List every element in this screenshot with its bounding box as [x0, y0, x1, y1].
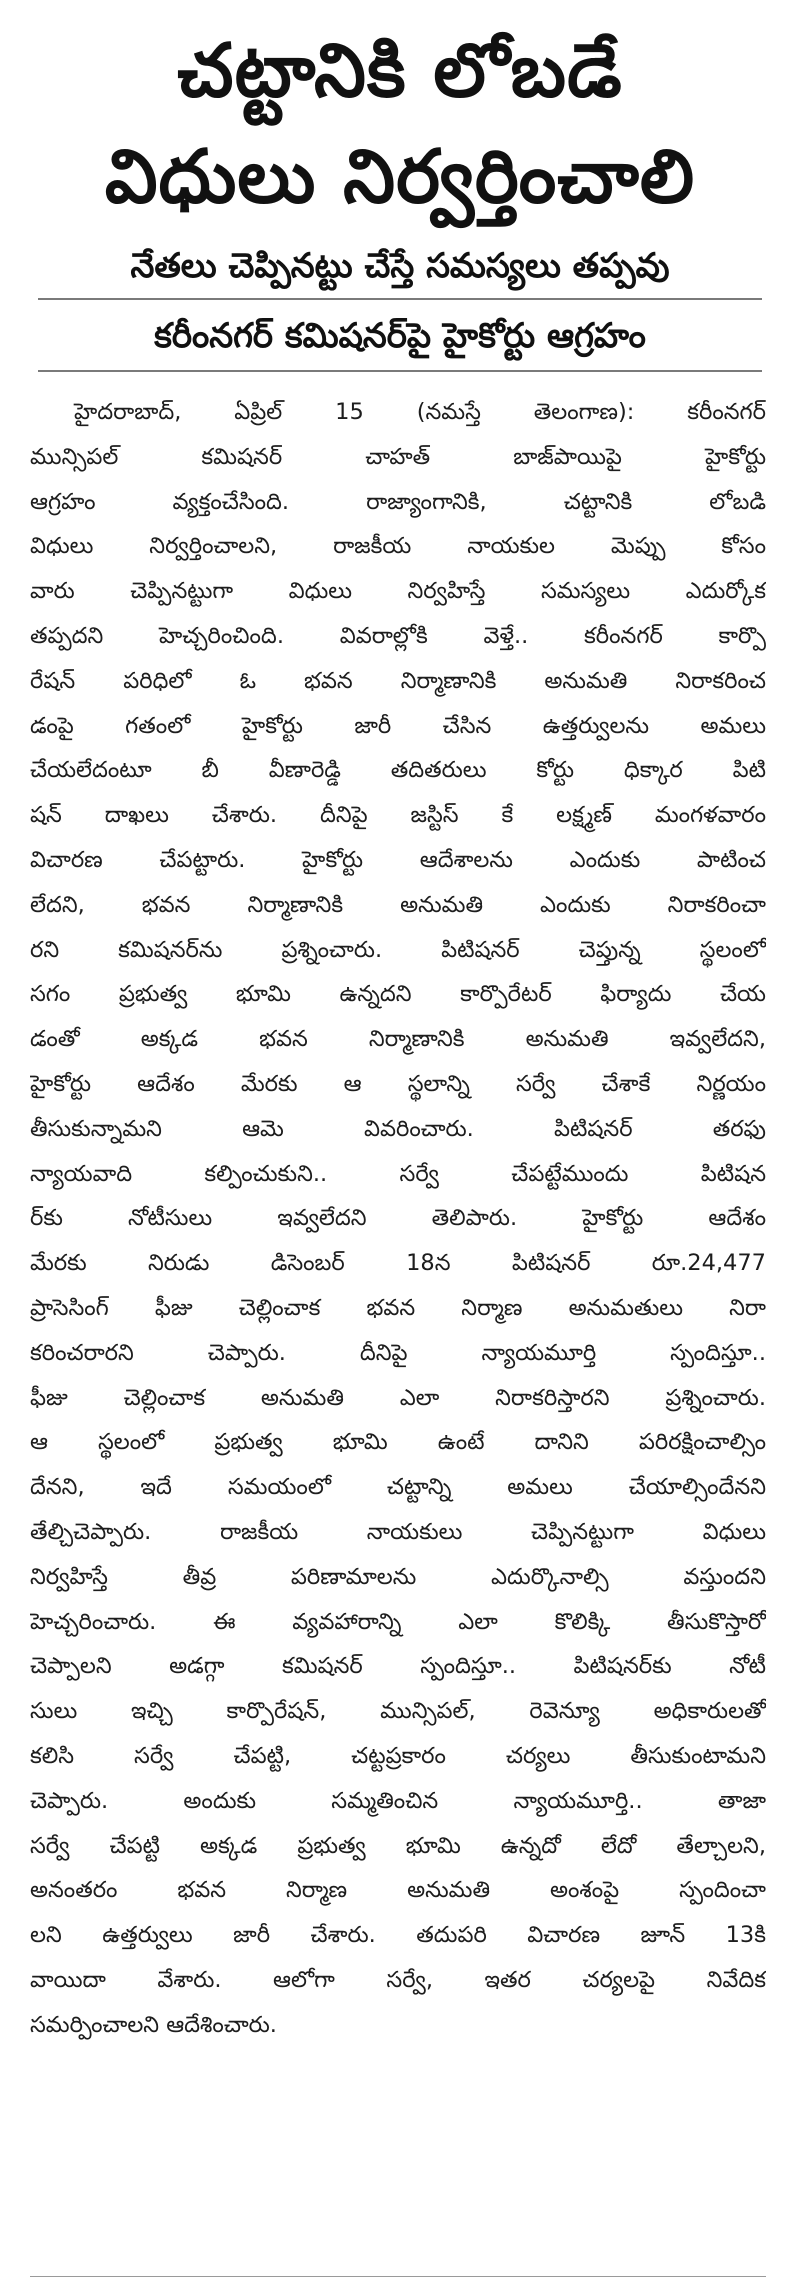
article-body — [30, 390, 766, 2047]
article-body-line: డంతో అక్కడ భవన నిర్మాణానికి అనుమతి ఇవ్వలేదని, — [30, 1026, 766, 1053]
article-body-line: తేల్చిచెప్పారు. రాజకీయ నాయకులు చెప్పినట్టుగా విధులు — [30, 1518, 766, 1545]
article-body-line: ఫీజు చెల్లించాక అనుమతి ఎలా నిరాకరిస్తారని ప్రశ్నించారు. — [30, 1384, 766, 1411]
article-body-line: ఆ స్థలంలో ప్రభుత్వ భూమి ఉంటే దానిని పరిరక్షించాల్సిం — [30, 1429, 766, 1456]
article-body-line: సులు ఇచ్చి కార్పొరేషన్, మున్సిపల్, రెవెన్యూ అధికారులతో — [30, 1698, 766, 1725]
subheadings — [0, 242, 800, 372]
article-body-line: రని కమిషనర్‌ను ప్రశ్నించారు. పిటిషనర్ చెప్తున్న స్థలంలో — [30, 936, 766, 963]
subheading-2: కరీంనగర్ కమిషనర్‌పై హైకోర్టు ఆగ్రహం — [38, 300, 762, 372]
article-body-line: వాయిదా వేశారు. ఆలోగా సర్వే, ఇతర చర్యలపై నివేదిక — [30, 1966, 766, 1993]
article-body-line: రేషన్ పరిధిలో ఓ భవన నిర్మాణానికి అనుమతి నిరాకరించ — [30, 667, 766, 694]
article-body-line: వారు చెప్పినట్టుగా విధులు నిర్వహిస్తే సమస్యలు ఎదుర్కోక — [30, 578, 766, 605]
bottom-divider — [30, 2276, 766, 2277]
article-body-line: అనంతరం భవన నిర్మాణ అనుమతి అంశంపై స్పందించా — [30, 1877, 766, 1904]
article-body-line: చెప్పాలని అడగ్గా కమిషనర్ స్పందిస్తూ.. పిటిషనర్‌కు నోటీ — [30, 1653, 766, 1680]
article-body-line: మున్సిపల్ కమిషనర్ చాహత్ బాజ్‌పాయిపై హైకోర్టు — [30, 443, 766, 470]
article-body-line: తీసుకున్నామని ఆమె వివరించారు. పిటిషనర్ తరఫు — [30, 1115, 766, 1142]
article-body-line: మేరకు నిరుడు డిసెంబర్ 18న పిటిషనర్ రూ.24,477 — [30, 1250, 766, 1277]
article-body-line: లని ఉత్తర్వులు జారీ చేశారు. తదుపరి విచారణ జూన్ 13కి — [30, 1922, 766, 1949]
article-body-line: నిర్వహిస్తే తీవ్ర పరిణామాలను ఎదుర్కొనాల్సి వస్తుందని — [30, 1563, 766, 1590]
article-body-line: హైదరాబాద్, ఏప్రిల్ 15 (నమస్తే తెలంగాణ): కరీంనగర్ — [74, 399, 766, 425]
article-body-line: దేనని, ఇదే సమయంలో చట్టాన్ని అమలు చేయాల్సిందేనని — [30, 1474, 766, 1501]
article-body-line: సమర్పించాలని ఆదేశించారు. — [30, 2011, 277, 2038]
article-body-line: విధులు నిర్వర్తించాలని, రాజకీయ నాయకుల మెప్పు కోసం — [30, 533, 766, 560]
article-body-line: ఆగ్రహం వ్యక్తంచేసింది. రాజ్యాంగానికి, చట్టానికి లోబడి — [30, 488, 766, 515]
article-body-line: సర్వే చేపట్టి అక్కడ ప్రభుత్వ భూమి ఉన్నదో లేదో తేల్చాలని, — [30, 1832, 766, 1859]
headline — [0, 0, 800, 230]
article-body-line: న్యాయవాది కల్పించుకుని.. సర్వే చేపట్టేముందు పిటిషన — [30, 1160, 766, 1187]
article-body-line: ప్రాసెసింగ్ ఫీజు చెల్లించాక భవన నిర్మాణ అనుమతులు నిరా — [30, 1294, 766, 1321]
article-body-line: కరించరారని చెప్పారు. దీనిపై న్యాయమూర్తి స్పందిస్తూ.. — [30, 1339, 766, 1366]
article-body-line: ర్‌కు నోటీసులు ఇవ్వలేదని తెలిపారు. హైకోర్టు ఆదేశం — [30, 1205, 766, 1232]
subheading-1: నేతలు చెప్పినట్టు చేస్తే సమస్యలు తప్పవు — [38, 242, 762, 300]
article-body-line: విచారణ చేపట్టారు. హైకోర్టు ఆదేశాలను ఎందుకు పాటించ — [30, 846, 766, 873]
article-body-line: డంపై గతంలో హైకోర్టు జారీ చేసిన ఉత్తర్వులను అమలు — [30, 712, 766, 739]
article-body-line: కలిసి సర్వే చేపట్టి, చట్టప్రకారం చర్యలు తీసుకుంటామని — [30, 1742, 766, 1769]
article-body-line: సగం ప్రభుత్వ భూమి ఉన్నదని కార్పొరేటర్ ఫిర్యాదు చేయ — [30, 981, 766, 1008]
headline-line-2: విధులు నిర్వర్తించాలి — [104, 134, 696, 220]
article-body-line: షన్ దాఖలు చేశారు. దీనిపై జస్టిస్ కే లక్ష్మణ్ మంగళవారం — [30, 802, 766, 829]
article-body-line: లేదని, భవన నిర్మాణానికి అనుమతి ఎందుకు నిరాకరించా — [30, 891, 766, 918]
article-body-line: చేయలేదంటూ బీ వీణారెడ్డి తదితరులు కోర్టు ధిక్కార పిటి — [30, 757, 766, 784]
headline-line-1: చట్టానికి లోబడే — [177, 28, 623, 114]
article-body-line: తప్పదని హెచ్చరించింది. వివరాల్లోకి వెళ్తే.. కరీంనగర్ కార్పొ — [30, 622, 766, 649]
article-body-line: హెచ్చరించారు. ఈ వ్యవహారాన్ని ఎలా కొలిక్కి తీసుకొస్తారో — [30, 1608, 766, 1635]
article-body-line: హైకోర్టు ఆదేశం మేరకు ఆ స్థలాన్ని సర్వే చేశాకే నిర్ణయం — [30, 1070, 766, 1097]
article-body-line: చెప్పారు. అందుకు సమ్మతించిన న్యాయమూర్తి.. తాజా — [30, 1787, 766, 1814]
